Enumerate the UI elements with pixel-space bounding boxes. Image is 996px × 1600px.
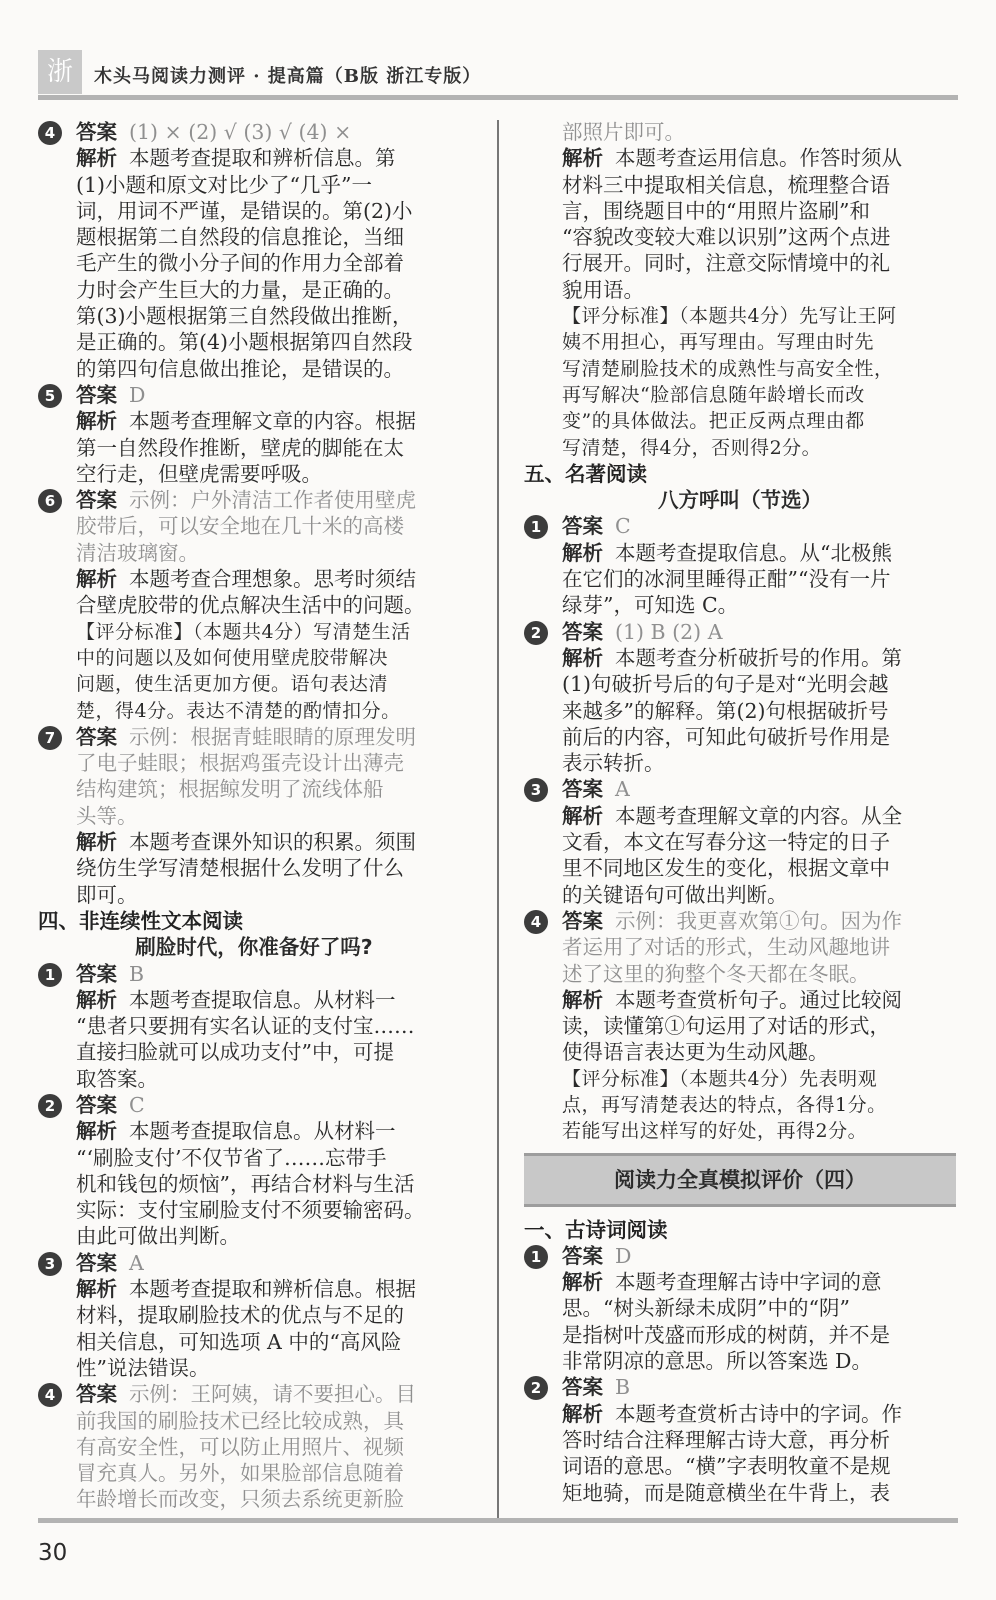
answer-text-line: 年龄增长而改变，只须去系统更新脸 [76, 1487, 404, 1512]
section-heading: 五、名著阅读 [524, 461, 647, 486]
question-number: 4 [524, 910, 548, 934]
text-line: “患者只要拥有实名认证的支付宝…… [76, 1014, 415, 1039]
answer-text-line: 部照片即可。 [562, 120, 685, 144]
text-line: 材料三中提取相关信息，梳理整合语 [562, 172, 890, 197]
analysis-line [524, 1401, 956, 1427]
analysis-text: 本题考查提取信息。从材料一 [129, 987, 396, 1012]
answer-text: (1) × (2) √ (3) √ (4) × [129, 120, 352, 144]
analysis-line [524, 1269, 956, 1295]
text-line: 是正确的。第(4)小题根据第四自然段 [76, 330, 413, 355]
answer-line [524, 513, 956, 539]
text-line: 读，读懂第①句运用了对话的形式， [562, 1014, 890, 1039]
question-number: 4 [38, 121, 62, 145]
passage-title: 刷脸时代，你准备好了吗? [135, 935, 373, 960]
answer-line [38, 1250, 470, 1276]
text-line: 来越多”的解释。第(2)句根据破折号 [562, 698, 889, 723]
text-line: 毛产生的微小分子间的作用力全部着 [76, 251, 404, 276]
analysis-line [38, 145, 470, 171]
scoring-line: 【评分标准】（本题共4分）先表明观 [562, 1067, 878, 1090]
answer-text: C [129, 1092, 145, 1117]
text-line: 合壁虎胶带的优点解决生活中的问题。 [76, 593, 425, 618]
text-line: 取答案。 [76, 1066, 158, 1091]
answer-text-line: 清洁玻璃窗。 [76, 540, 199, 565]
text-line: 的关键语句可做出判断。 [562, 882, 788, 907]
answer-label: 答案 [76, 120, 117, 144]
answer-label: 答案 [562, 514, 603, 539]
answer-text-line: 了电子蛙眼；根据鸡蛋壳设计出薄壳 [76, 751, 404, 776]
answer-line [38, 382, 470, 408]
text-line: 使得语言表达更为生动风趣。 [562, 1040, 829, 1065]
scoring-line: 再写解决“脸部信息随年龄增长而改 [562, 383, 865, 406]
answer-text: 示例：户外清洁工作者使用壁虎 [129, 488, 416, 513]
analysis-label: 解析 [562, 645, 603, 670]
text-line: 第(3)小题根据第三自然段做出推断， [76, 304, 413, 329]
answer-text-line: 结构建筑；根据鲸发明了流线体船 [76, 777, 384, 802]
scoring-line: 【评分标准】（本题共4分）先写让王阿 [562, 305, 897, 328]
answer-label: 答案 [76, 382, 117, 407]
text-line: 机和钱包的烦恼”，再结合材料与生活 [76, 1171, 415, 1196]
analysis-text: 本题考查赏析句子。通过比较阅 [615, 987, 902, 1012]
analysis-label: 解析 [76, 567, 117, 592]
passage-title: 八方呼叫（节选） [658, 488, 822, 513]
analysis-text: 本题考查提取和辨析信息。第 [129, 146, 396, 171]
question-number: 6 [38, 489, 62, 513]
text-line: “容貌改变较大难以识别”这两个点进 [562, 225, 891, 250]
page-number: 30 [38, 1540, 68, 1566]
answer-label: 答案 [562, 1243, 603, 1268]
question-number: 3 [524, 778, 548, 802]
text-line: 题根据第二自然段的信息推论，当细 [76, 225, 404, 250]
analysis-text: 本题考查分析破折号的作用。第 [615, 645, 902, 670]
scoring-line: 写清楚刷脸技术的成熟性与高安全性， [562, 357, 894, 380]
question-number: 5 [38, 384, 62, 408]
analysis-line [38, 1276, 470, 1302]
analysis-label: 解析 [76, 987, 117, 1012]
analysis-label: 解析 [562, 1270, 603, 1295]
column-divider [497, 120, 499, 1518]
page-header [38, 44, 958, 94]
scoring-line: 问题，使生活更加方便。语句表达清 [76, 673, 389, 696]
answer-text: B [615, 1375, 631, 1400]
province-badge: 浙 [38, 50, 82, 94]
analysis-text: 本题考查赏析古诗中的字词。作 [615, 1401, 902, 1426]
text-line: 相关信息，可知选项 A 中的“高风险 [76, 1329, 402, 1354]
text-line: 词，用词不严谨，是错误的。第(2)小 [76, 198, 413, 223]
answer-text: C [615, 514, 631, 539]
answer-label: 答案 [562, 619, 603, 644]
text-line: 在它们的冰洞里睡得正酣”“没有一片 [562, 567, 891, 592]
answer-text: A [615, 777, 630, 802]
answer-text: D [129, 382, 146, 407]
answer-text-line: 有高安全性，可以防止用照片、视频 [76, 1434, 404, 1459]
question-number: 1 [38, 963, 62, 987]
analysis-label: 解析 [76, 830, 117, 855]
analysis-text: 本题考查理解文章的内容。根据 [129, 409, 416, 434]
text-line: 文看，本文在写春分这一特定的日子 [562, 830, 890, 855]
answer-label: 答案 [76, 1382, 117, 1407]
answer-text: 示例：王阿姨，请不要担心。目 [129, 1382, 416, 1407]
answer-text: B [129, 961, 145, 986]
answer-line [38, 961, 470, 987]
answer-text-line: 者运用了对话的形式，生动风趣地讲 [562, 935, 890, 960]
text-line: 矩地骑，而是随意横坐在牛背上，表 [562, 1480, 890, 1505]
text-line: “‘刷脸支付’不仅节省了……忘带手 [76, 1145, 387, 1170]
analysis-label: 解析 [562, 540, 603, 565]
answer-text-line: 头等。 [76, 803, 138, 828]
answer-text: A [129, 1250, 144, 1275]
answer-line [38, 724, 470, 750]
analysis-line [524, 803, 956, 829]
answer-text-line: 述了这里的狗整个冬天都在冬眠。 [562, 961, 870, 986]
analysis-line [524, 645, 956, 671]
analysis-line [524, 540, 956, 566]
text-line: 前后的内容，可知此句破折号作用是 [562, 724, 890, 749]
text-line: 里不同地区发生的变化，根据文章中 [562, 856, 890, 881]
section-heading: 一、古诗词阅读 [524, 1217, 668, 1242]
text-line: (1)句破折号后的句子是对“光明会越 [562, 672, 889, 697]
analysis-text: 本题考查提取信息。从“北极熊 [615, 540, 892, 565]
answer-text-line: 胶带后，可以安全地在几十米的高楼 [76, 514, 404, 539]
answer-line [524, 1243, 956, 1269]
text-line: 答时结合注释理解古诗大意，再分析 [562, 1427, 890, 1452]
text-line: 材料，提取刷脸技术的优点与不足的 [76, 1303, 404, 1328]
text-line: 即可。 [76, 882, 138, 907]
question-number: 2 [524, 621, 548, 645]
answer-label: 答案 [76, 724, 117, 749]
answer-label: 答案 [562, 908, 603, 933]
analysis-text: 本题考查运用信息。作答时须从 [615, 146, 902, 171]
scoring-line: 楚，得4分。表达不清楚的酌情扣分。 [76, 699, 401, 722]
analysis-line [38, 1118, 470, 1144]
text-line: 绕仿生学写清楚根据什么发明了什么 [76, 856, 404, 881]
answer-line [38, 1381, 470, 1407]
section-heading: 四、非连续性文本阅读 [38, 908, 243, 933]
answer-label: 答案 [76, 488, 117, 513]
right-column [524, 119, 956, 1506]
text-line: 非常阴凉的意思。所以答案选 D。 [562, 1349, 872, 1374]
text-line: 行展开。同时，注意交际情境中的礼 [562, 251, 890, 276]
answer-label: 答案 [76, 1092, 117, 1117]
text-line: 力时会产生巨大的力量，是正确的。 [76, 277, 404, 302]
analysis-line [38, 408, 470, 434]
scoring-line: 点，再写清楚表达的特点，各得1分。 [562, 1093, 887, 1116]
analysis-line [38, 829, 470, 855]
analysis-line [524, 987, 956, 1013]
question-number: 3 [38, 1252, 62, 1276]
scoring-line: 姨不用担心，再写理由。写理由时先 [562, 331, 875, 354]
text-line: 性”说法错误。 [76, 1355, 210, 1380]
text-line: 的第四句信息做出推论，是错误的。 [76, 356, 404, 381]
text-line: 表示转折。 [562, 751, 665, 776]
analysis-label: 解析 [76, 1119, 117, 1144]
footer-rule [38, 1518, 958, 1523]
scoring-line: 【评分标准】（本题共4分）写清楚生活 [76, 620, 411, 643]
text-line: 第一自然段作推断，壁虎的脚能在太 [76, 435, 404, 460]
analysis-line [38, 566, 470, 592]
scoring-line: 变”的具体做法。把正反两点理由都 [562, 410, 865, 433]
answer-text-line: 冒充真人。另外，如果脸部信息随着 [76, 1461, 404, 1486]
text-line: 由此可做出判断。 [76, 1224, 240, 1249]
analysis-label: 解析 [76, 409, 117, 434]
question-number: 2 [524, 1376, 548, 1400]
answer-line [524, 619, 956, 645]
answer-line [524, 776, 956, 802]
answer-label: 答案 [76, 1250, 117, 1275]
text-line: 直接扫脸就可以成功支付”中，可提 [76, 1040, 394, 1065]
answer-text: D [615, 1243, 632, 1268]
text-line: 是指树叶茂盛而形成的树荫，并不是 [562, 1322, 890, 1347]
text-line: 实际：支付宝刷脸支付不须要输密码。 [76, 1198, 425, 1223]
answer-label: 答案 [562, 1375, 603, 1400]
analysis-label: 解析 [76, 1277, 117, 1302]
text-line: 言，围绕题目中的“用照片盗刷”和 [562, 198, 870, 223]
analysis-text: 本题考查课外知识的积累。须围 [129, 830, 416, 855]
answer-line [524, 1374, 956, 1400]
question-number: 2 [38, 1094, 62, 1118]
analysis-text: 本题考查提取信息。从材料一 [129, 1119, 396, 1144]
analysis-label: 解析 [562, 146, 603, 171]
answer-line [38, 1092, 470, 1118]
analysis-line [524, 145, 956, 171]
text-line: (1)小题和原文对比少了“几乎”一 [76, 172, 372, 197]
analysis-text: 本题考查合理想象。思考时须结 [129, 567, 416, 592]
analysis-label: 解析 [562, 1401, 603, 1426]
analysis-label: 解析 [562, 803, 603, 828]
answer-text: (1) B (2) A [615, 619, 723, 644]
text-line: 词语的意思。“横”字表明牧童不是规 [562, 1454, 891, 1479]
analysis-text: 本题考查提取和辨析信息。根据 [129, 1277, 416, 1302]
question-number: 1 [524, 515, 548, 539]
analysis-text: 本题考查理解古诗中字词的意 [615, 1270, 882, 1295]
text-line: 貌用语。 [562, 277, 644, 302]
analysis-line [38, 987, 470, 1013]
analysis-label: 解析 [562, 987, 603, 1012]
scoring-line: 若能写出这样写的好处，再得2分。 [562, 1120, 868, 1143]
answer-text: 示例：我更喜欢第①句。因为作 [615, 908, 902, 933]
scoring-line: 中的问题以及如何使用壁虎胶带解决 [76, 646, 389, 669]
header-rule [38, 95, 958, 100]
answer-line [524, 908, 956, 934]
section-banner: 阅读力全真模拟评价（四） [524, 1153, 956, 1207]
book-title: 木头马阅读力测评 · 提高篇（B版 浙江专版） [94, 66, 482, 87]
answer-line [38, 487, 470, 513]
text-line: 思。“树头新绿未成阴”中的“阴” [562, 1296, 850, 1321]
scoring-line: 写清楚，得4分，否则得2分。 [562, 436, 822, 459]
answer-line [38, 119, 470, 145]
left-column [38, 119, 470, 1513]
question-number: 7 [38, 726, 62, 750]
text-line: 绿芽”，可知选 C。 [562, 593, 739, 618]
text-line: 空行走，但壁虎需要呼吸。 [76, 461, 322, 486]
answer-label: 答案 [76, 961, 117, 986]
analysis-label: 解析 [76, 146, 117, 171]
question-number: 4 [38, 1383, 62, 1407]
answer-text: 示例：根据青蛙眼睛的原理发明 [129, 724, 416, 749]
answer-label: 答案 [562, 777, 603, 802]
analysis-text: 本题考查理解文章的内容。从全 [615, 803, 902, 828]
answer-text-line: 前我国的刷脸技术已经比较成熟，具 [76, 1408, 404, 1433]
question-number: 1 [524, 1245, 548, 1269]
